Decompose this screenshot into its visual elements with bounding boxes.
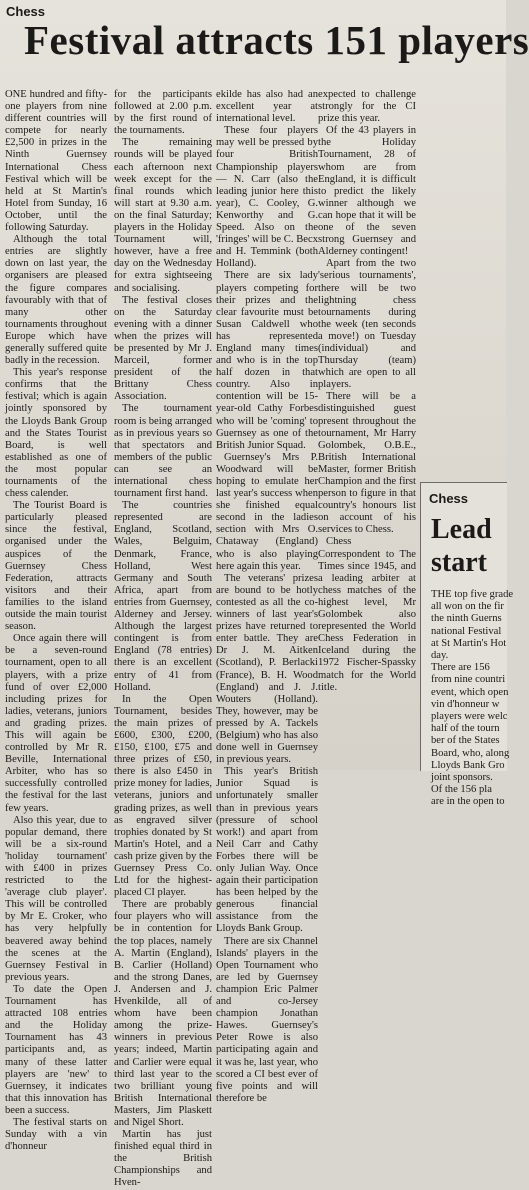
article-paragraph: These four players may well be pressed by four British Championship players — N. Carr (also the leading junior here this year), C. Cooley, G. Kenworthy and G. Speed. Also on the 'fringes' will be C. Becx and H. Temmink (both Holland). xyxy=(216,125,318,270)
article-column-1 xyxy=(5,89,107,1153)
article-column-4 xyxy=(318,89,416,770)
article-paragraph: This year's British Junior Squad is unfortunately smaller than in previous years (pressure of school work!) and apart from Neil Carr and Cathy Forbes there will be only Julian Way. Once again their participation has been helped by the generous financial assistance from the Lloyds Bank Group. xyxy=(216,766,318,935)
inset-body-line: the ninth Guerns xyxy=(431,613,502,625)
article-paragraph: for the participants followed at 2.00 p.m. by the first round of the tournaments. xyxy=(114,89,212,137)
inset-body-line: There are 156 xyxy=(431,662,490,674)
inset-body-line: national Festival xyxy=(431,625,502,637)
inset-body-line: all won on the fir xyxy=(431,601,504,613)
inset-body-line: THE top five grade xyxy=(431,589,514,600)
article-paragraph: expected to challenge strongly for the CI prize this year. xyxy=(318,89,416,125)
article-paragraph: There are six lady players competing for their prizes and the clear favourite must be Susan Caldwell who has represented England many times and who is in the top half dozen in that country. Also in contention will be 15-year-old Cathy Forbes who will be 'coming' to Guernsey as one of the British Junior Squad. xyxy=(216,270,318,451)
article-paragraph: The remaining rounds will be played each afternoon next week except for the final rounds which will start at 9.30 a.m. on the final Saturday; players in the Holiday Tournament will, however, have a free day on the Wednesday for extra sightseeing and socialising. xyxy=(114,137,212,294)
article-paragraph: ekilde has also had an excellent year at international level. xyxy=(216,89,318,125)
article-paragraph: This year's response confirms that the festival; which is again jointly sponsored by the Lloyds Bank Group and the States Tourist Board, is well established as one of the most popular tournaments of the chess calender. xyxy=(5,367,107,500)
inset-body-line: at St Martin's Hot xyxy=(431,637,507,649)
inset-headline-line: start xyxy=(431,547,487,578)
article-column-2 xyxy=(114,89,212,1189)
article-paragraph: Chess Correspondent to The Times since 1945, and a leading arbiter at chess matches of the highest level, Mr Golombek also represented the World Chess Federation in Iceland during the 1972 Fischer-Spassky match for the World title. xyxy=(318,536,416,693)
inset-body-line: event, which open xyxy=(431,686,509,698)
article-paragraph: There are six Channel Islands' players in the Open Tournament who are led by Guernsey champion Eric Palmer and co-Jersey champion Jonathan Hawes. Guernsey's Peter Rowe is also participating again and it was he, last year, who scored a CI best ever of five points and will therefore be xyxy=(216,935,318,1104)
article-paragraph: Apart from the two 'serious tournaments', there will be two lightning chess tournaments during the week (ten seconds a move!) on Tuesday (individual) and Thursday (team) which are open to all players. xyxy=(318,258,416,391)
article-paragraph: The tournament room is being arranged as in previous years so that spectators and members of the public can see an international chess tournament first hand. xyxy=(114,403,212,500)
inset-body-line: Board, who, along xyxy=(431,747,510,759)
article-paragraph: Also this year, due to popular demand, there will be a six-round 'holiday tournament' with £400 in prizes restricted to the 'average club player'. This will be controlled by Mr E. Croker, who has very helpfully beavered away behind the scenes at the Guernsey Festival in previous years. xyxy=(5,814,107,983)
article-paragraph: The Tourist Board is particularly pleased since the festival, organised under the auspices of the Guernsey Chess Federation, attracts visitors and their families to the island outside the main tourist season. xyxy=(5,500,107,633)
article-paragraph: The festival starts on Sunday with a vin d'honneur xyxy=(5,1116,107,1153)
article-paragraph: There will be a distinguished guest present throughout the tournament, Mr Harry Golombek, O.B.E., British International Master, former British Champion and the first person to figure in that country's honours list on account of his services to Chess. xyxy=(318,391,416,536)
article-paragraph: In the Open Tournament, besides the main prizes of £600, £300, £200, £150, £100, £75 and three prizes of £50, there is also £450 in prize money for ladies, veterans, juniors and grading prizes, as well as engraved silver trophies donated by St Martin's Hotel, and a cash prize given by the Guernsey Press Co. Ltd for the highest-placed CI player. xyxy=(114,693,212,899)
inset-body-line: from nine countri xyxy=(431,674,506,686)
inset-headline-line: Lead xyxy=(431,514,492,545)
inset-section-label: Chess xyxy=(429,491,469,506)
section-label: Chess xyxy=(6,4,46,19)
article-headline: Festival attracts 151 players xyxy=(24,17,529,63)
article-paragraph: Of the 43 players in the Holiday Tournament, 28 of whom are from England, it is difficult to predict the likely winner although we can hope that it will be one of the seven strong Guernsey and Alderney contingent! xyxy=(318,125,416,258)
inset-body xyxy=(431,589,513,809)
article-paragraph: Guernsey's Mrs P. Woodward will be hoping to emulate her last year's success when she finished equal second in the ladies section with Mrs O. Chataway (England) who is also playing here again this year. xyxy=(216,451,318,572)
article-paragraph: ONE hundred and fifty-one players from nine different countries will compete for nearly £2,500 in prizes in the Ninth Guernsey International Chess Festival which will be held at St Martin's Hotel from Sunday, 16 October, until the following Saturday. xyxy=(5,89,107,234)
article-paragraph: Martin has just finished equal third in the British Championships and Hven- xyxy=(114,1129,212,1189)
inset-body-line: joint sponsors. xyxy=(431,772,493,784)
inset-headline xyxy=(431,513,521,579)
article-paragraph: Although the total entries are slightly down on last year, the organisers are pleased the figure compares favourably with that of many other tournaments throughout Europe which have generally suffered quite badly in the recession. xyxy=(5,234,107,367)
article-paragraph: The countries represented are England, Scotland, Wales, Belguim, Denmark, France, Holland, West Germany and South Africa, apart from entries from Guernsey, Alderney and Jersey. Although the largest contingent is from England (78 entries) there is an excellent entry of 41 from Holland. xyxy=(114,500,212,693)
inset-body-line: Of the 156 pla xyxy=(431,784,492,796)
inset-body-line: vin d'honneur w xyxy=(431,698,500,710)
article-paragraph: The festival closes on the Saturday evening with a dinner when the prizes will be presented by Mr J. Marceil, former president of the Brittany Chess Association. xyxy=(114,294,212,403)
article-paragraph: To date the Open Tournament has attracted 108 entries and the Holiday Tournament has 43 participants and, as many of these latter players are 'new' to Guernsey, it indicates that this innovation has been a success. xyxy=(5,983,107,1116)
inset-body-line: ber of the States xyxy=(431,735,500,747)
inset-body-line: are in the open to xyxy=(431,796,505,808)
inset-body-line: half of the tourn xyxy=(431,723,500,735)
inset-article xyxy=(420,482,514,808)
article-column-3 xyxy=(216,89,318,1104)
article-paragraph: Once again there will be a seven-round tournament, open to all players, with a prize fund of over £2,000 including prizes for ladies, veterans, juniors and grading prizes. This will again be controlled by Mr R. Beville, International Arbiter, who has so successfully controlled the festival for the last few years. xyxy=(5,633,107,814)
inset-body-line: day. xyxy=(431,650,449,662)
article-paragraph: The veterans' prizes are bound to be hotly contested as all the co-winners of last year's prizes have returned to enter battle. They are Dr J. M. Aitken (Scotland), P. Berlacki (France), B. H. Wood (England) and J. J. Wouters (Holland). They, however, may be pressed by A. Tackels (Belgium) who has also done well in Guernsey in previous years. xyxy=(216,572,318,766)
inset-body-line: players were welc xyxy=(431,711,508,723)
article-paragraph: There are probably four players who will be in contention for the top places, namely A. Martin (England), B. Carlier (Holland) and the strong Danes, J. Andersen and J. Hvenkilde, all of whom have been among the prize-winners in previous years; indeed, Martin and Carlier were equal third last year to the two brilliant young British International Masters, Jim Plaskett and Nigel Short. xyxy=(114,899,212,1128)
inset-body-line: Lloyds Bank Gro xyxy=(431,759,505,771)
